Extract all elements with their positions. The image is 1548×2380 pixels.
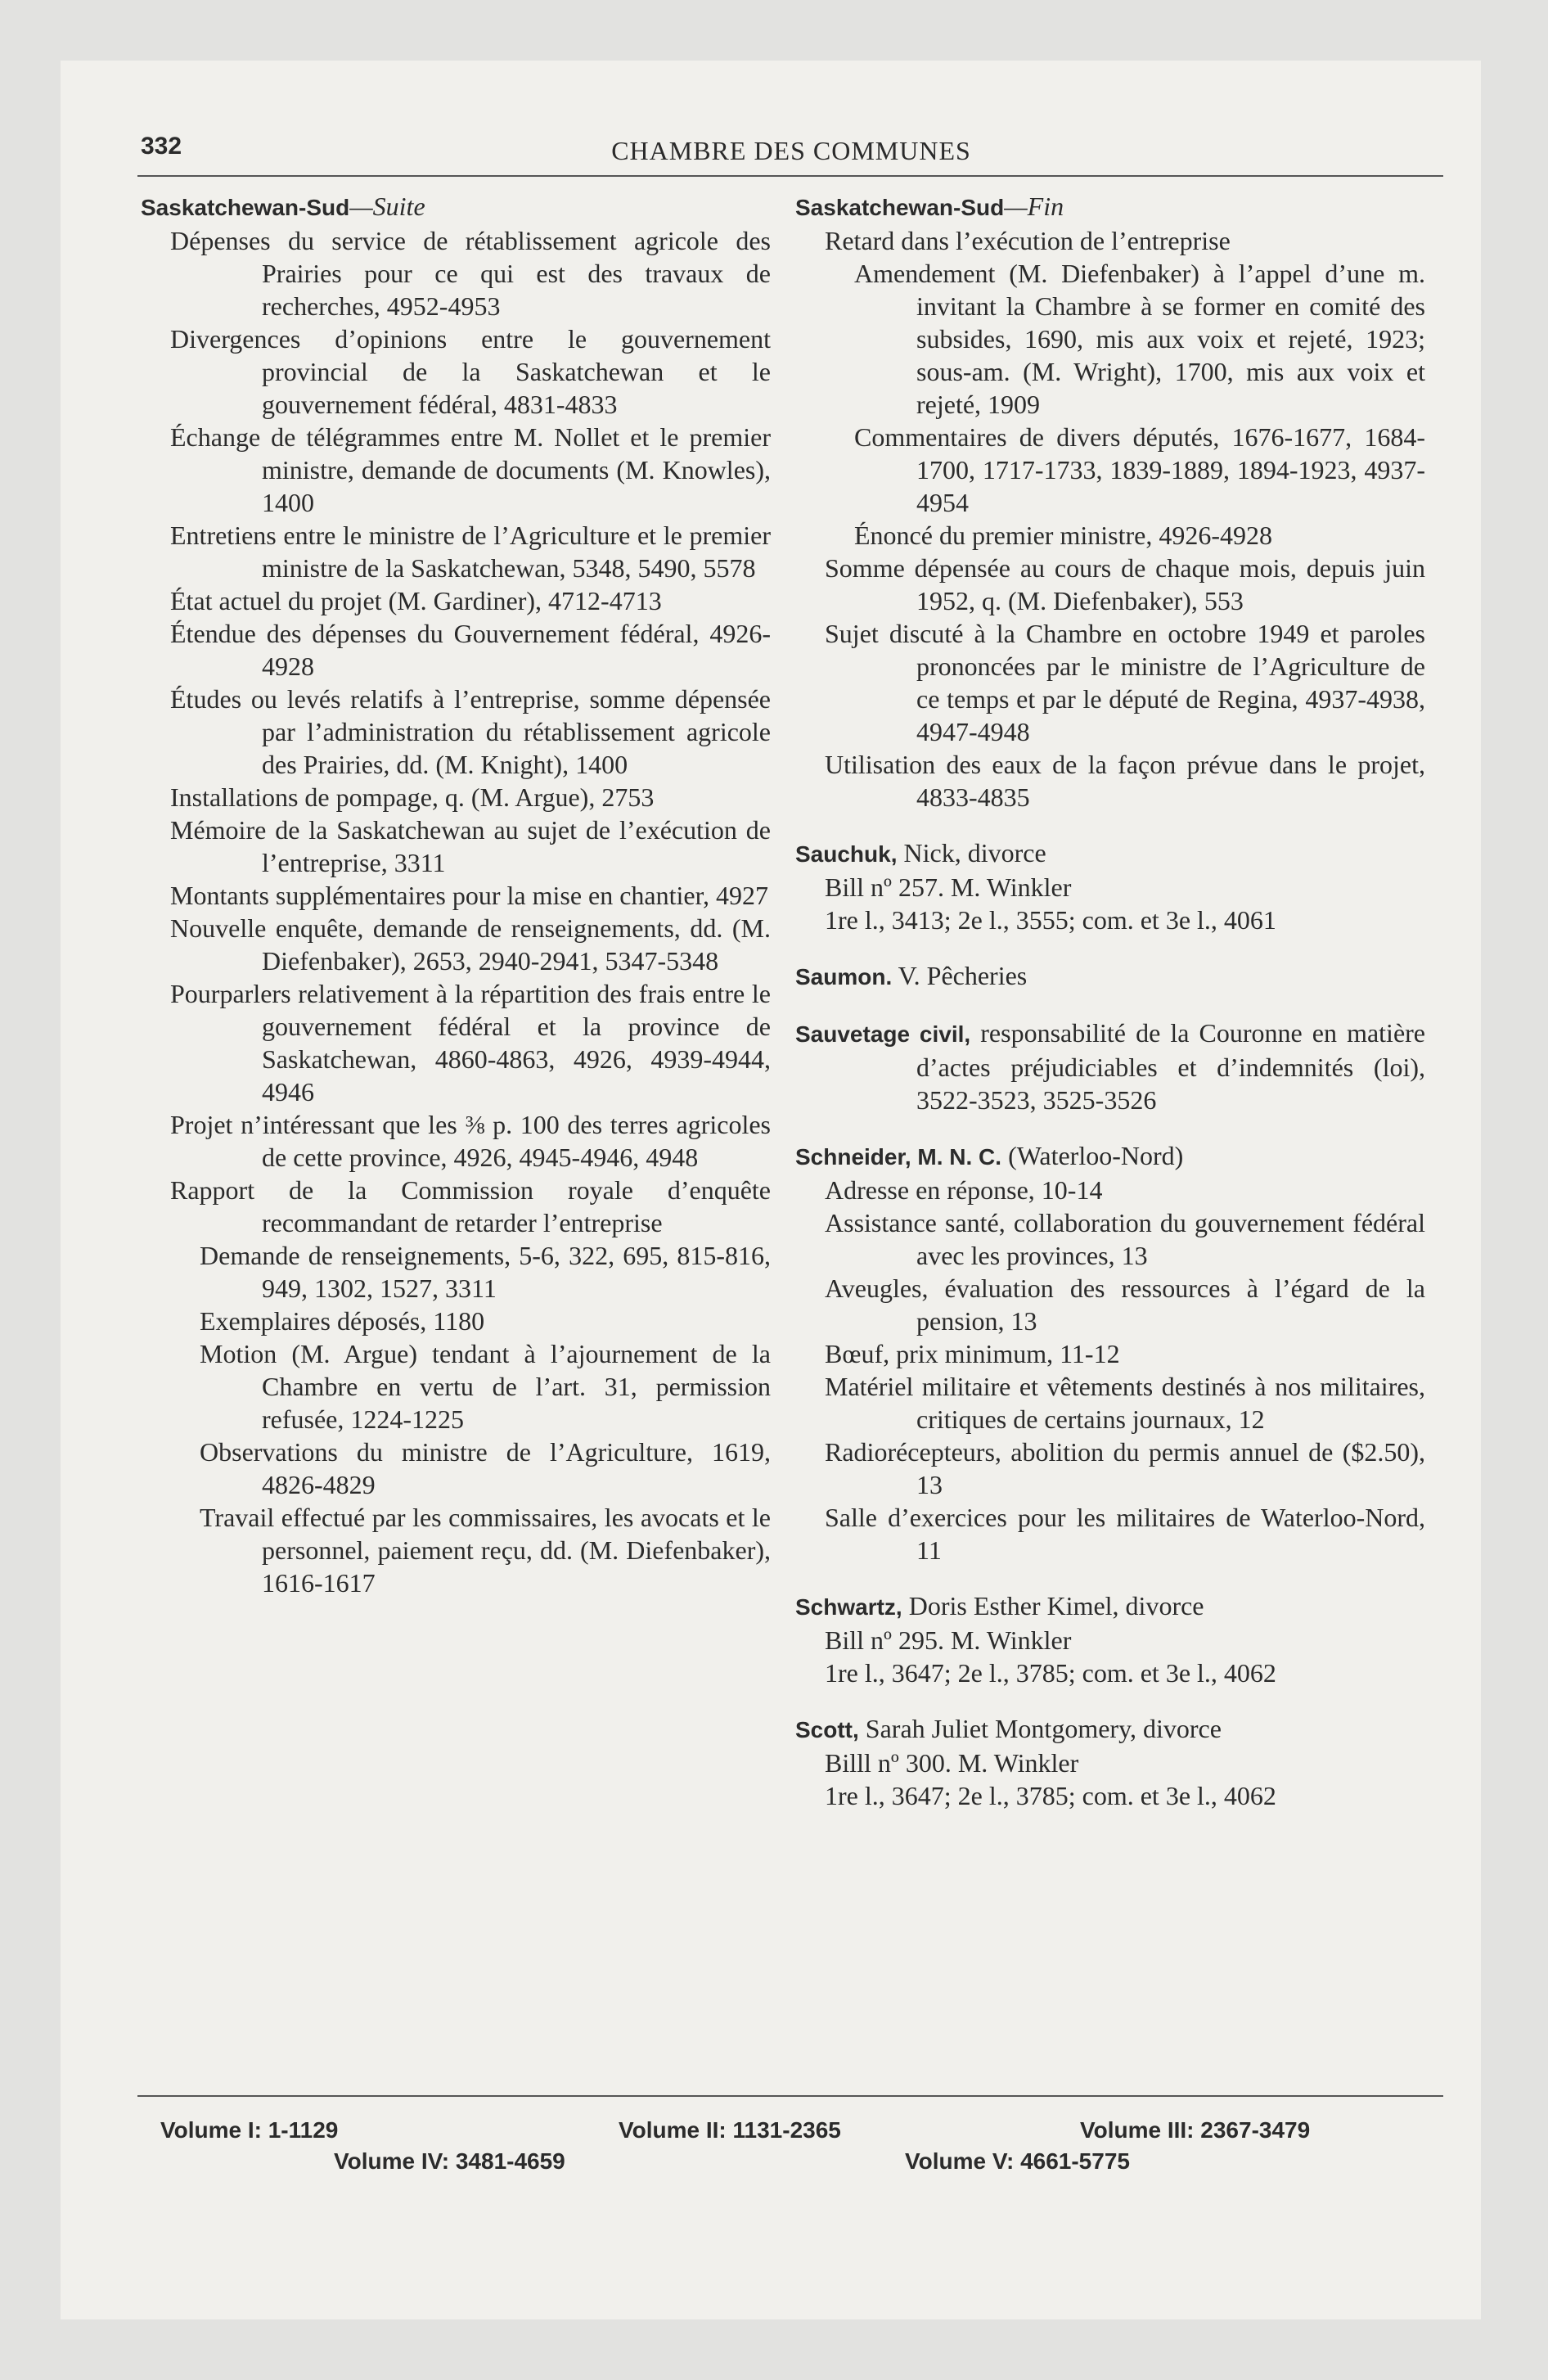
index-entry: Somme dépensée au cours de chaque mois, depuis juin 1952, q. (M. Diefenbaker), 553	[825, 553, 1425, 615]
right-entry-list	[795, 224, 1425, 814]
index-subentry: Exemplaires déposés, 1180	[200, 1306, 485, 1336]
entry-description: Nick, divorce	[897, 838, 1046, 868]
index-subentry: 1re l., 3647; 2e l., 3785; com. et 3e l., 4062	[825, 1658, 1276, 1688]
index-subentry: Bill nº 257. M. Winkler	[825, 872, 1072, 902]
main-index-entry	[795, 836, 1425, 936]
section-heading	[795, 190, 1425, 224]
main-entry-list	[795, 836, 1425, 1812]
index-subentry: Salle d’exercices pour les militaires de Waterloo-Nord, 11	[825, 1503, 1425, 1565]
entry-name: Schneider, M. N. C.	[795, 1144, 1002, 1170]
index-subentry: Bill nº 295. M. Winkler	[825, 1625, 1072, 1655]
index-subentry: Amendement (M. Diefenbaker) à l’appel d’une m. invitant la Chambre à se former en comité des subsides, 1690, mis aux voix et rejeté, 1923; sous-am. (M. Wright), 1700, mis aux voix et rejeté, 1909	[854, 259, 1425, 419]
index-entry: État actuel du projet (M. Gardiner), 4712-4713	[170, 586, 662, 615]
right-column	[795, 190, 1425, 1812]
page-number: 332	[141, 133, 182, 160]
left-column	[141, 190, 771, 1599]
entry-name: Saumon.	[795, 964, 893, 989]
entry-name: Scott,	[795, 1717, 859, 1742]
index-entry: Montants supplémentaires pour la mise en chantier, 4927	[170, 881, 768, 910]
main-entry-line	[795, 1712, 1425, 1747]
index-subentry: 1re l., 3647; 2e l., 3785; com. et 3e l., 4062	[825, 1781, 1276, 1810]
index-entry: Dépenses du service de rétablissement agricole des Prairies pour ce qui est des travaux de recherches, 4952-4953	[170, 226, 771, 321]
footer-rule	[137, 2095, 1443, 2097]
main-entry-line	[795, 836, 1425, 871]
index-subentry: Matériel militaire et vêtements destinés à nos militaires, critiques de certains journaux, 12	[825, 1372, 1425, 1434]
index-entry: Pourparlers relativement à la répartition des frais entre le gouvernement fédéral et la province de Saskatchewan, 4860-4863, 4926, 4939-4944, 4946	[170, 979, 771, 1107]
index-subentry: Motion (M. Argue) tendant à l’ajournement de la Chambre en vertu de l’art. 31, permission refusée, 1224-1225	[200, 1339, 771, 1434]
volume-range: Volume II: 1131-2365	[619, 2117, 841, 2143]
index-entry: Nouvelle enquête, demande de renseignements, dd. (M. Diefenbaker), 2653, 2940-2941, 5347-5348	[170, 913, 771, 976]
index-entry: Retard dans l’exécution de l’entreprise	[825, 226, 1231, 255]
index-subentry: Aveugles, évaluation des ressources à l’égard de la pension, 13	[825, 1273, 1425, 1336]
index-subentry: Observations du ministre de l’Agriculture, 1619, 4826-4829	[200, 1437, 771, 1499]
index-subentry: Énoncé du premier ministre, 4926-4928	[854, 521, 1272, 550]
section-heading	[141, 190, 771, 224]
entry-description: Doris Esther Kimel, divorce	[902, 1591, 1204, 1620]
volume-range: Volume I: 1-1129	[160, 2117, 339, 2143]
heading-suffix: —Fin	[1004, 192, 1064, 221]
index-entry: Rapport de la Commission royale d’enquête recommandant de retarder l’entreprise	[170, 1175, 771, 1237]
index-entry: Divergences d’opinions entre le gouvernement provincial de la Saskatchewan et le gouvernement fédéral, 4831-4833	[170, 324, 771, 419]
index-subentry: Billl nº 300. M. Winkler	[825, 1748, 1079, 1778]
index-entry: Entretiens entre le ministre de l’Agriculture et le premier ministre de la Saskatchewan, 5348, 5490, 5578	[170, 521, 771, 583]
index-subentry: Bœuf, prix minimum, 11-12	[825, 1339, 1120, 1368]
index-entry: Sujet discuté à la Chambre en octobre 1949 et paroles prononcées par le ministre de l’Agriculture de ce temps et par le député de Regina, 4937-4938, 4947-4948	[825, 619, 1425, 746]
index-entry: Utilisation des eaux de la façon prévue dans le projet, 4833-4835	[825, 750, 1425, 812]
entry-name: Schwartz,	[795, 1594, 902, 1620]
main-index-entry	[795, 1589, 1425, 1689]
main-index-entry	[795, 959, 1425, 994]
volume-range: Volume V: 4661-5775	[905, 2148, 1130, 2174]
heading-suffix: —Suite	[349, 192, 425, 221]
index-subentry: Adresse en réponse, 10-14	[825, 1175, 1103, 1205]
header-rule	[137, 175, 1443, 177]
entry-description: responsabilité de la Couronne en matière d’actes préjudiciables et d’indemnités (loi), 3522-3523, 3525-3526	[916, 1018, 1426, 1115]
index-entry: Étendue des dépenses du Gouvernement fédéral, 4926-4928	[170, 619, 771, 681]
heading-name: Saskatchewan-Sud	[795, 195, 1005, 220]
left-entry-list	[141, 224, 771, 1599]
entry-description: (Waterloo-Nord)	[1001, 1141, 1184, 1170]
volume-range: Volume IV: 3481-4659	[334, 2148, 565, 2174]
index-subentry: Radiorécepteurs, abolition du permis annuel de ($2.50), 13	[825, 1437, 1425, 1499]
entry-description: Sarah Juliet Montgomery, divorce	[858, 1714, 1222, 1743]
index-subentry: Travail effectué par les commissaires, les avocats et le personnel, paiement reçu, dd. (M. Diefenbaker), 1616-1617	[200, 1503, 771, 1598]
entry-name: Sauchuk,	[795, 841, 898, 867]
main-entry-line	[795, 1016, 1425, 1116]
volume-footer	[141, 2115, 1442, 2177]
index-entry: Installations de pompage, q. (M. Argue), 2753	[170, 782, 655, 812]
page-header	[141, 133, 1442, 175]
index-subentry: Assistance santé, collaboration du gouvernement fédéral avec les provinces, 13	[825, 1208, 1425, 1270]
volume-range: Volume III: 2367-3479	[1080, 2117, 1311, 2143]
main-index-entry	[795, 1712, 1425, 1812]
running-title: CHAMBRE DES COMMUNES	[611, 136, 971, 165]
entry-description: V. Pêcheries	[892, 961, 1028, 990]
heading-name: Saskatchewan-Sud	[141, 195, 350, 220]
entry-name: Sauvetage civil,	[795, 1021, 971, 1047]
index-subentry: Demande de renseignements, 5-6, 322, 695, 815-816, 949, 1302, 1527, 3311	[200, 1241, 771, 1303]
index-entry: Études ou levés relatifs à l’entreprise, somme dépensée par l’administration du rétablissement agricole des Prairies, dd. (M. Knight), 1400	[170, 684, 771, 779]
main-index-entry	[795, 1139, 1425, 1566]
index-subentry: 1re l., 3413; 2e l., 3555; com. et 3e l., 4061	[825, 905, 1276, 935]
index-subentry: Commentaires de divers députés, 1676-1677, 1684-1700, 1717-1733, 1839-1889, 1894-1923, 4937-4954	[854, 422, 1425, 517]
index-entry: Mémoire de la Saskatchewan au sujet de l’exécution de l’entreprise, 3311	[170, 815, 771, 877]
main-entry-line	[795, 959, 1425, 994]
main-entry-line	[795, 1589, 1425, 1624]
main-entry-line	[795, 1139, 1425, 1174]
index-entry: Échange de télégrammes entre M. Nollet et le premier ministre, demande de documents (M. Knowles), 1400	[170, 422, 771, 517]
index-entry: Projet n’intéressant que les ⅜ p. 100 des terres agricoles de cette province, 4926, 4945-4946, 4948	[170, 1110, 771, 1172]
main-index-entry	[795, 1016, 1425, 1116]
